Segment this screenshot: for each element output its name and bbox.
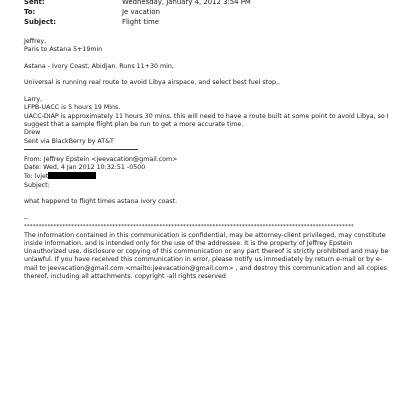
to-value: Je vacation <box>122 8 160 16</box>
blank-line <box>24 88 394 96</box>
forward-divider <box>24 149 138 150</box>
email-body <box>24 38 394 281</box>
body-line: UACC-DIAP is approximately 11 hours 30 mins. this will need to have a route built at some point to avoid Libya, so I <box>24 112 389 120</box>
body-line: suggest that a sample flight plan be run to get a more accurate time. <box>24 120 244 128</box>
body-line: Astana - Ivory Coast, Abidjan. Runs 11+30 min, <box>24 62 174 70</box>
signature-device: Sent via BlackBerry by AT&T <box>24 137 114 145</box>
blank-line <box>24 71 394 79</box>
asterisk-separator: **************************************************************************************************************** <box>24 224 354 231</box>
sent-label: Sent: <box>24 0 45 6</box>
subject-value: Flight time <box>122 18 159 26</box>
signature-dashes: -- <box>24 214 29 222</box>
to-label: To: <box>24 8 36 16</box>
forwarded-body: what happend to flight times astana ivory coast. <box>24 198 178 206</box>
confidentiality-disclaimer: The information contained in this communication is confidential, may be attorney-client privileged, may constitute inside information, and is intended only for the use of the addressee. It is the property of Jeffrey Epstein Unauthorized use, disclosure or copying of this communication or any part thereof is strictly prohibited and may be unlawful. If you have received this communication in error, please notify us immediately by return e-mail or by e-mail to jeevacation@gmail.com <mailto:jeevacation@gmail.com> , and destroy this communication and all copies thereof, including all attachments. copyright -all rights reserved <box>24 231 389 281</box>
body-line: LFPB-UACC is 5 hours 19 Mins. <box>24 104 121 112</box>
body-line: Universal is running real route to avoid Libya airspace, and select best fuel stop,. <box>24 79 280 87</box>
forwarded-date: Date: Wed, 4 Jan 2012 10:32:51 -0500 <box>24 164 146 172</box>
forwarded-subject: Subject: <box>24 181 50 189</box>
signature-name: Drew <box>24 129 41 137</box>
blank-line <box>24 207 394 215</box>
blank-line <box>24 190 394 198</box>
body-line: Larry, <box>24 96 43 104</box>
sent-value: Wednesday, January 4, 2012 3:54 PM <box>122 0 251 6</box>
subject-label: Subject: <box>24 18 56 26</box>
forwarded-to: To: lvjet <box>24 173 49 181</box>
forwarded-from: From: Jeffrey Epstein <jeevacation@gmail.com> <box>24 155 178 163</box>
body-line: Paris to Astana 5+19min <box>24 46 103 54</box>
blank-line <box>24 55 394 63</box>
redaction-bar <box>48 172 96 179</box>
body-line: Jeffrey, <box>24 38 47 45</box>
forwarded-to-row <box>24 172 394 181</box>
